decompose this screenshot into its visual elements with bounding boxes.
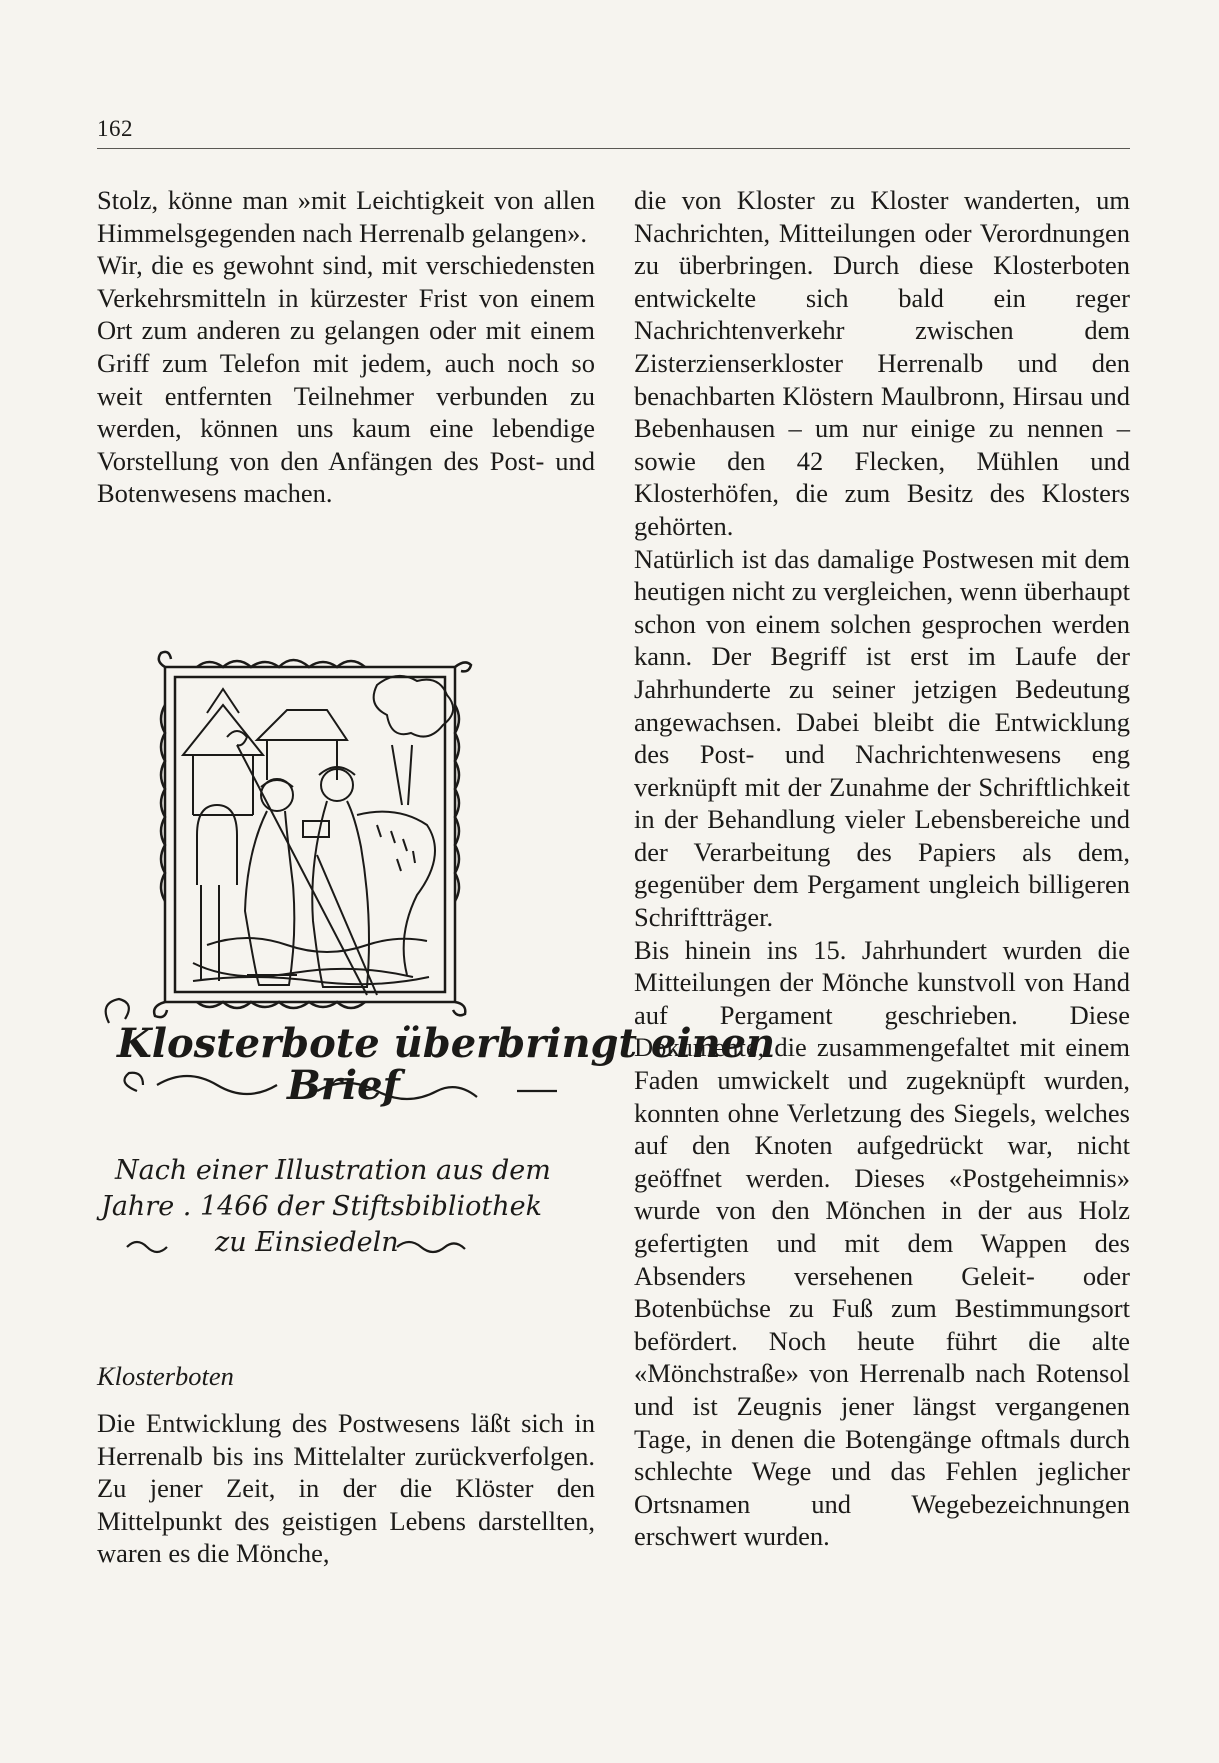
woodcut-illustration (97, 645, 776, 1285)
paragraph: die von Kloster zu Kloster wanderten, um Nachrichten, Mitteilungen oder Verordnungen zu überbringen. Durch diese Klosterboten entwickelte sich bald ein reger Nachrichtenverkehr zwischen dem Zisterzienserkloster Herrenalb und den benachbarten Klöstern Maulbronn, Hirsau und Bebenhausen – um nur einige zu nennen – sowie den 42 Flecken, Mühlen und Klosterhöfen, die zum Besitz des Klosters gehörten. (634, 185, 1130, 541)
paragraph: Die Entwicklung des Postwesens läßt sich in Herrenalb bis ins Mittelalter zurückverfolgen. Zu jener Zeit, in der die Klöster den Mittelpunkt des geistigen Lebens darstellten, waren es die Mönche, (97, 1408, 595, 1569)
paragraph: Natürlich ist das damalige Postwesen mit dem heutigen nicht zu vergleichen, wenn überhaupt schon von einem solchen gesprochen werden kann. Der Begriff ist erst im Laufe der Jahrhunderte zu seiner jetzigen Bedeutung angewachsen. Dabei bleibt die Entwicklung des Post- und Nachrichtenwesens eng verknüpft mit der Zunahme der Schriftlichkeit in der Behandlung vieler Lebensbereiche und der Verarbeitung des Papiers als dem, gegenüber dem Pergament ungleich billigeren Schriftträger. (634, 543, 1130, 933)
paragraph: Stolz, könne man »mit Leichtigkeit von allen Himmelsgegenden nach Herrenalb gelangen». (97, 185, 595, 248)
illustration-title-line1: Klosterbote überbringt einen (117, 1020, 776, 1067)
illustration-title-line2: Brief (287, 1062, 400, 1109)
monks-scene (183, 676, 453, 995)
illustration-caption-line1: Nach einer Illustration aus dem (115, 1155, 551, 1186)
paragraph: Wir, die es gewohnt sind, mit verschiedensten Verkehrsmitteln in kürzester Frist von einem Ort zum anderen zu gelangen oder mit einem Griff zum Telefon mit jedem, auch noch so weit entfernten Teilnehmer verbunden zu werden, können uns kaum eine lebendige Vorstellung von den Anfängen des Post- und Botenwesens machen. (97, 250, 595, 509)
header-rule (97, 148, 1130, 149)
left-column (97, 184, 595, 510)
illustration-caption-line2: Jahre . 1466 der Stiftsbibliothek (101, 1191, 542, 1222)
left-column-bottom (97, 1407, 595, 1570)
page-number: 162 (97, 116, 133, 141)
illustration (97, 645, 776, 1285)
right-column (634, 184, 1130, 1553)
paragraph: Bis hinein ins 15. Jahrhundert wurden die Mitteilungen der Mönche kunstvoll von Hand auf Pergament geschrieben. Diese Dokumente, die zusammengefaltet mit einem Faden umwickelt und zugeknüpft wurden, konnten ohne Verletzung des Siegels, welches auf den Knoten aufgedrückt war, nicht geöffnet werden. Dieses «Postgeheimnis» wurde von den Mönchen in der aus Holz gefertigten und mit dem Wappen des Absenders versehenen Geleit- oder Botenbüchse zu Fuß zum Bestimmungsort befördert. Noch heute führt die alte «Mönchstraße» von Herrenalb nach Rotensol und ist Zeugnis jener längst vergangenen Tage, in denen die Botengänge oftmals durch schlechte Wege und das Fehlen jeglicher Ortsnamen und Wegebezeichnungen erschwert wurden. (634, 934, 1130, 1552)
illustration-caption-line3: zu Einsiedeln (215, 1227, 399, 1258)
section-heading: Klosterboten (97, 1361, 234, 1391)
